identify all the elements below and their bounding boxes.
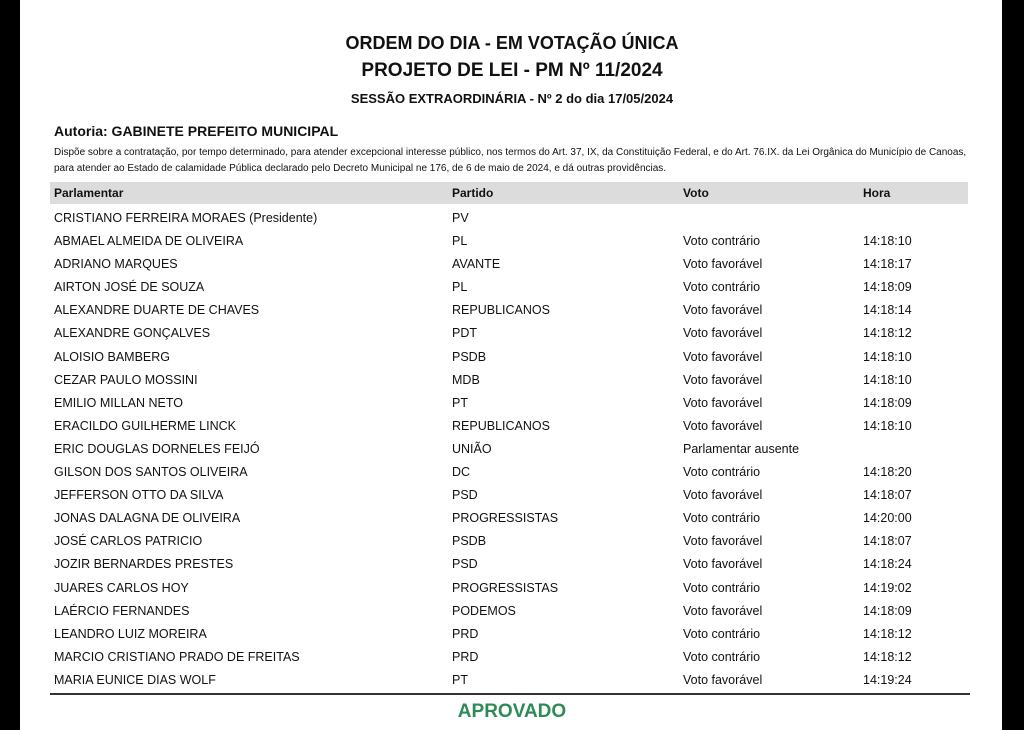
row-partido: UNIÃO [452,441,492,456]
row-parlamentar: ALEXANDRE GONÇALVES [54,326,211,341]
table-row [20,230,1002,253]
row-partido: PDT [452,326,477,341]
table-row [20,530,1002,553]
row-parlamentar: JONAS DALAGNA DE OLIVEIRA [54,511,241,526]
row-voto: Voto favorável [683,488,763,503]
row-hora: 14:18:07 [863,534,912,549]
row-parlamentar: MARCIO CRISTIANO PRADO DE FREITAS [54,649,300,664]
table-row [20,276,1002,299]
table-row [20,553,1002,576]
row-voto: Voto contrário [683,234,761,249]
table-row [20,299,1002,322]
table-row [20,669,1002,692]
row-partido: AVANTE [452,257,501,272]
row-parlamentar: JOSÉ CARLOS PATRICIO [54,534,203,549]
row-hora: 14:18:10 [863,234,912,249]
row-parlamentar: AIRTON JOSÉ DE SOUZA [54,280,205,295]
row-hora: 14:18:09 [863,280,912,295]
row-partido: PL [452,280,468,295]
row-parlamentar: ERACILDO GUILHERME LINCK [54,418,236,433]
row-voto: Voto favorável [683,349,763,364]
row-partido: PV [452,211,469,225]
table-row [20,484,1002,507]
row-hora: 14:18:07 [863,488,912,503]
row-hora: 14:18:10 [863,372,912,387]
agenda-title: ORDEM DO DIA - EM VOTAÇÃO ÚNICA [345,33,679,53]
header-hora: Hora [863,186,891,200]
bill-description: Dispõe sobre a contratação, por tempo determinado, para atender excepcional interesse público, nos termos do Art. 37, IX, da Constituição Federal, e do Art. 76.IX. da Lei Orgânica do Município de Canoas, para atender ao Estado de calamidade Pública declarado pelo Decreto Municipal ne 176, de 6 de maio de 2024, e dá outras providências. [54,147,967,174]
row-voto: Voto contrário [683,280,761,295]
row-partido: PSD [452,488,478,503]
row-hora: 14:18:12 [863,626,912,641]
row-voto: Voto contrário [683,649,761,664]
header-parlamentar: Parlamentar [54,186,124,200]
session-title: SESSÃO EXTRAORDINÁRIA - Nº 2 do dia 17/05/2024 [350,91,674,106]
row-voto: Voto favorável [683,672,763,687]
row-parlamentar: CRISTIANO FERREIRA MORAES (Presidente) [54,211,318,225]
row-hora: 14:18:09 [863,603,912,618]
row-partido: PROGRESSISTAS [452,511,559,526]
table-row [20,600,1002,623]
row-partido: PT [452,672,468,687]
row-partido: PRD [452,626,479,641]
table-row [20,415,1002,438]
row-voto: Voto contrário [683,580,761,595]
authorship: Autoria: GABINETE PREFEITO MUNICIPAL [54,123,339,139]
table-row [20,392,1002,415]
table-row [20,322,1002,345]
header-partido: Partido [452,186,494,200]
document-page [20,0,1002,730]
row-hora: 14:18:20 [863,465,912,480]
row-partido: MDB [452,372,480,387]
table-row [20,646,1002,669]
row-partido: REPUBLICANOS [452,418,550,433]
header-voto: Voto [683,186,709,200]
row-partido: PSDB [452,534,487,549]
row-parlamentar: ALEXANDRE DUARTE DE CHAVES [54,303,260,318]
table-row [20,623,1002,646]
row-hora: 14:18:17 [863,257,912,272]
divider [50,693,970,695]
table-row [20,207,1002,230]
row-hora: 14:19:02 [863,580,912,595]
row-voto: Voto contrário [683,465,761,480]
row-partido: PODEMOS [452,603,516,618]
row-partido: PT [452,395,468,410]
row-parlamentar: ABMAEL ALMEIDA DE OLIVEIRA [54,234,244,249]
table-row [20,438,1002,461]
row-parlamentar: LAÉRCIO FERNANDES [54,603,190,618]
row-partido: DC [452,465,471,480]
table-header [50,182,968,204]
table-row [20,507,1002,530]
row-voto: Voto favorável [683,534,763,549]
row-partido: PL [452,234,468,249]
row-parlamentar: LEANDRO LUIZ MOREIRA [54,626,207,641]
row-parlamentar: ALOISIO BAMBERG [54,349,171,364]
row-voto: Voto favorável [683,257,763,272]
row-hora: 14:18:10 [863,349,912,364]
result-status: APROVADO [457,701,567,722]
row-voto: Parlamentar ausente [683,441,800,456]
row-voto: Voto contrário [683,626,761,641]
row-voto: Voto contrário [683,511,761,526]
row-hora: 14:18:12 [863,649,912,664]
row-hora: 14:18:09 [863,395,912,410]
row-hora: 14:18:14 [863,303,912,318]
row-partido: PSD [452,557,478,572]
row-voto: Voto favorável [683,603,763,618]
table-row [20,253,1002,276]
row-hora: 14:20:00 [863,511,912,526]
row-partido: PSDB [452,349,487,364]
vote-table-body [20,207,1002,692]
table-row [20,369,1002,392]
table-row [20,346,1002,369]
row-partido: PROGRESSISTAS [452,580,559,595]
row-parlamentar: EMILIO MILLAN NETO [54,395,183,410]
row-hora: 14:18:24 [863,557,912,572]
table-row [20,577,1002,600]
row-parlamentar: ADRIANO MARQUES [54,257,178,272]
row-parlamentar: MARIA EUNICE DIAS WOLF [54,672,216,687]
row-voto: Voto favorável [683,372,763,387]
row-hora: 14:19:24 [863,672,912,687]
row-voto: Voto favorável [683,418,763,433]
row-voto: Voto favorável [683,395,763,410]
row-hora: 14:18:10 [863,418,912,433]
row-voto: Voto favorável [683,557,763,572]
row-parlamentar: JUARES CARLOS HOY [54,580,189,595]
table-row [20,461,1002,484]
row-partido: PRD [452,649,479,664]
row-parlamentar: ERIC DOUGLAS DORNELES FEIJÓ [54,441,260,456]
bill-title: PROJETO DE LEI - PM Nº 11/2024 [361,60,663,81]
row-parlamentar: CEZAR PAULO MOSSINI [54,372,198,387]
row-parlamentar: JEFFERSON OTTO DA SILVA [54,488,224,503]
row-hora: 14:18:12 [863,326,912,341]
row-voto: Voto favorável [683,303,763,318]
row-voto: Voto favorável [683,326,763,341]
row-parlamentar: GILSON DOS SANTOS OLIVEIRA [54,465,248,480]
row-partido: REPUBLICANOS [452,303,550,318]
row-parlamentar: JOZIR BERNARDES PRESTES [54,557,234,572]
